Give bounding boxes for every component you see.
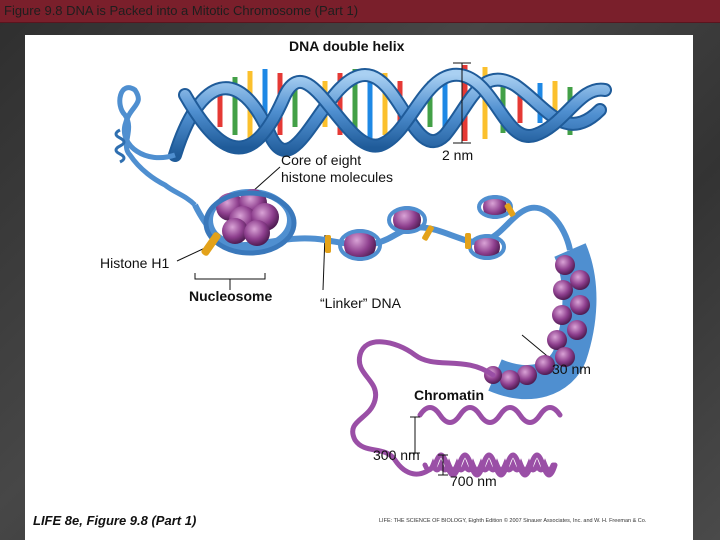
nucleosomes-small — [325, 195, 516, 261]
label-core-line2: histone molecules — [281, 169, 394, 185]
dna-packing-illustration — [25, 35, 693, 540]
label-linker-dna: “Linker” DNA — [320, 295, 401, 311]
label-core-line1: Core of eight — [281, 152, 362, 168]
title-bar — [0, 0, 720, 23]
slide-title: Figure 9.8 DNA is Packed into a Mitotic Chromosome (Part 1) — [4, 3, 359, 18]
label-300nm: 300 nm — [373, 447, 420, 463]
label-chromatin: Chromatin — [414, 387, 484, 403]
label-2nm: 2 nm — [442, 147, 474, 163]
label-histone-h1: Histone H1 — [100, 255, 170, 271]
label-dna-double-helix: DNA double helix — [289, 38, 405, 54]
figure-caption: LIFE 8e, Figure 9.8 (Part 1) — [33, 513, 197, 528]
figure-panel — [25, 35, 693, 540]
publisher-credit: LIFE: THE SCIENCE OF BIOLOGY, Eighth Edition © 2007 Sinauer Associates, Inc. and W. H. Freeman & Co. — [379, 518, 647, 524]
label-700nm: 700 nm — [450, 473, 497, 489]
label-30nm: 30 nm — [552, 361, 591, 377]
label-nucleosome: Nucleosome — [189, 288, 273, 304]
nucleosome-core — [200, 189, 294, 257]
